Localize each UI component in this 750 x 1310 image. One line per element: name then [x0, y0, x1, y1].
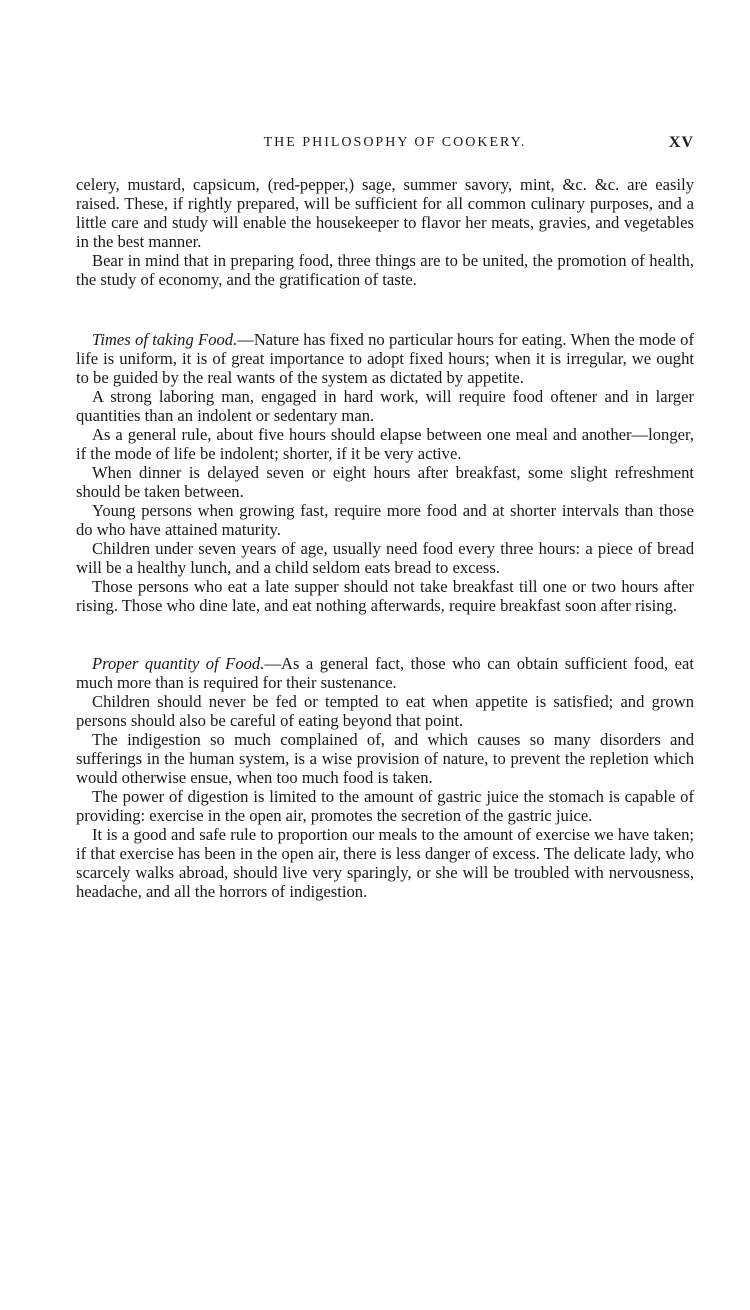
quantity-paragraph-5: It is a good and safe rule to proportion our meals to the amount of exercise we have taken; if that exercise has been in the open air, there is less danger of excess. The delicate lady, who scarcely walks abroad, should live very sparingly, or she will be troubled with nervousness, headache, and all the horrors of indigestion. — [76, 825, 694, 901]
times-heading: Times of taking Food. — [92, 330, 238, 349]
quantity-paragraph-2: Children should never be fed or tempted to eat when appetite is satisfied; and grown persons should also be careful of eating beyond that point. — [76, 692, 694, 730]
page-number: XV — [668, 134, 694, 151]
times-paragraph-5: Young persons when growing fast, require more food and at shorter intervals than those do who have attained maturity. — [76, 501, 694, 539]
quantity-paragraph-4: The power of digestion is limited to the amount of gastric juice the stomach is capable of providing: exercise in the open air, promotes the secretion of the gastric juice. — [76, 787, 694, 825]
running-title: THE PHILOSOPHY OF COOKERY. — [263, 135, 527, 150]
intro-paragraph-2: Bear in mind that in preparing food, three things are to be united, the promotion of health, the study of economy, and the gratification of taste. — [76, 251, 694, 289]
quantity-lead-paragraph — [76, 654, 694, 692]
section-gap — [76, 289, 694, 330]
quantity-paragraph-3: The indigestion so much complained of, and which causes so many disorders and sufferings in the human system, is a wise provision of nature, to prevent the repletion which would otherwise ensue, when too much food is taken. — [76, 730, 694, 787]
times-paragraph-7: Those persons who eat a late supper should not take breakfast till one or two hours after rising. Those who dine late, and eat nothing afterwards, require breakfast soon after rising. — [76, 577, 694, 615]
times-paragraph-2: A strong laboring man, engaged in hard work, will require food oftener and in larger quantities than an indolent or sedentary man. — [76, 387, 694, 425]
body-text — [76, 175, 694, 901]
quantity-heading: Proper quantity of Food. — [92, 654, 265, 673]
running-head — [76, 132, 694, 154]
times-lead-text: —Nature has fixed no particular hours for eating. When the mode of life is uniform, it is of great importance to adopt fixed hours; when it is irregular, we ought to be guided by the real wants of the system as dictated by appetite. — [76, 330, 695, 387]
times-paragraph-4: When dinner is delayed seven or eight hours after breakfast, some slight refreshment should be taken between. — [76, 463, 694, 501]
intro-paragraph-1: celery, mustard, capsicum, (red-pepper,) sage, summer savory, mint, &c. &c. are easily raised. These, if rightly prepared, will be sufficient for all common culinary purposes, and a little care and study will enable the housekeeper to flavor her meats, gravies, and vegetables in the best manner. — [76, 175, 694, 251]
times-paragraph-3: As a general rule, about five hours should elapse between one meal and another—longer, if the mode of life be indolent; shorter, if it be very active. — [76, 425, 694, 463]
quantity-lead-text: —As a general fact, those who can obtain sufficient food, eat much more than is required for their sustenance. — [76, 654, 694, 692]
times-lead-paragraph — [76, 330, 694, 387]
times-paragraph-6: Children under seven years of age, usually need food every three hours: a piece of bread will be a healthy lunch, and a child seldom eats bread to excess. — [76, 539, 694, 577]
section-gap — [76, 615, 694, 654]
